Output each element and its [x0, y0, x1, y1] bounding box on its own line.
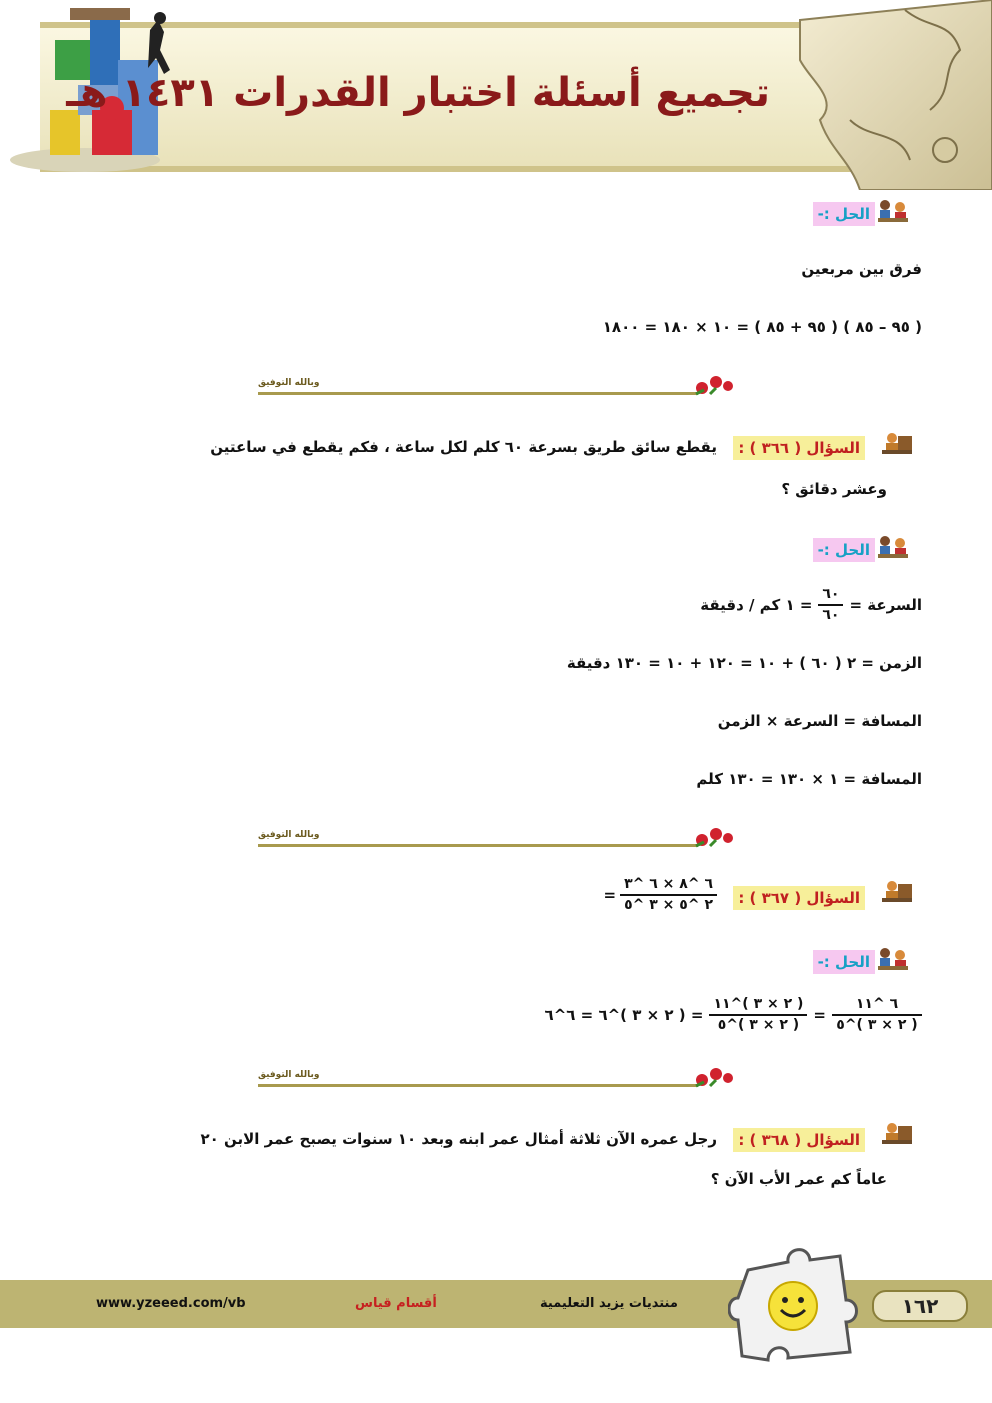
separator — [258, 1064, 738, 1094]
footer-forum-name: منتديات يزيد التعليمية — [540, 1296, 678, 1311]
fraction-denominator: ( ٢ × ٣ )^٥ — [836, 1017, 918, 1033]
equation-line: ( ٩٥ – ٨٥ ) ( ٩٥ + ٨٥ ) = ١٠ × ١٨٠ = ١٨٠٠ — [602, 318, 922, 336]
fraction — [620, 876, 717, 914]
question-368-text: رجل عمره الآن ثلاثة أمثال عمر ابنه وبعد ١٠ سنوات يصبح عمر الابن ٢٠ — [200, 1130, 717, 1148]
page-title: تجميع أسئلة اختبار القدرات ١٤٣١ هـ — [66, 70, 770, 116]
separator — [258, 824, 738, 854]
fraction-numerator: ٦ ^٨ × ٦ ^٣ — [620, 876, 717, 896]
roses-icon — [690, 824, 736, 852]
equation-rest: = ( ٢ × ٣ )^٦ = ٦^٦ — [544, 1006, 704, 1024]
separator-line — [258, 844, 698, 847]
separator-text: وبالله التوفيق — [258, 830, 320, 840]
separator-text: وبالله التوفيق — [258, 1070, 320, 1080]
page-number: ١٦٢ — [872, 1290, 968, 1322]
smiley-puzzle-icon — [728, 1240, 858, 1364]
question-368-text: عاماً كم عمر الأب الآن ؟ — [710, 1170, 887, 1188]
fraction — [832, 996, 922, 1034]
separator-line — [258, 392, 698, 395]
equals-sign: = — [603, 886, 617, 904]
solution-label: الحل :- — [813, 950, 875, 974]
footer-url[interactable]: www.yzeeed.com/vb — [96, 1296, 246, 1311]
fraction-numerator: ( ٢ × ٣ )^١١ — [709, 996, 807, 1016]
separator-line — [258, 1084, 698, 1087]
students-icon — [876, 534, 910, 560]
solution-label: الحل :- — [813, 202, 875, 226]
fraction-numerator: ٦ ^١١ — [832, 996, 922, 1016]
fraction-denominator: ٢ ^٥ × ٣ ^٥ — [624, 897, 713, 913]
text-line: فرق بين مربعين — [801, 260, 922, 278]
student-reading-icon — [880, 878, 914, 904]
fraction-denominator: ٦٠ — [822, 607, 840, 623]
speed-label: السرعة = — [849, 596, 922, 614]
students-icon — [876, 946, 910, 972]
speed-result: = ١ كم / دقيقة — [700, 596, 813, 614]
roses-icon — [690, 372, 736, 400]
question-366-text: وعشر دقائق ؟ — [781, 480, 887, 498]
speed-equation — [700, 586, 922, 624]
fraction — [709, 996, 807, 1034]
question-368-label: السؤال ( ٣٦٨ ) : — [733, 1128, 865, 1152]
question-367-label: السؤال ( ٣٦٧ ) : — [733, 886, 865, 910]
question-367-solution — [545, 996, 922, 1034]
equals-sign: = — [813, 1006, 826, 1024]
distance-formula: المسافة = السرعة × الزمن — [717, 712, 922, 730]
fraction-denominator: ( ٢ × ٣ )^٥ — [717, 1017, 800, 1033]
roses-icon — [690, 1064, 736, 1092]
separator-text: وبالله التوفيق — [258, 378, 320, 388]
footer-section-link[interactable]: أقسام قياس — [355, 1296, 437, 1311]
fraction — [818, 586, 843, 624]
fraction-numerator: ٦٠ — [818, 586, 843, 606]
separator — [258, 372, 738, 402]
question-366-label: السؤال ( ٣٦٦ ) : — [733, 436, 865, 460]
question-366-text: يقطع سائق طريق بسرعة ٦٠ كلم لكل ساعة ، فكم يقطع في ساعتين — [210, 438, 717, 456]
student-reading-icon — [880, 1120, 914, 1146]
students-icon — [876, 198, 910, 224]
question-367-expression — [604, 876, 717, 914]
distance-result: المسافة = ١ × ١٣٠ = ١٣٠ كلم — [696, 770, 922, 788]
solution-label: الحل :- — [813, 538, 875, 562]
student-reading-icon — [880, 430, 914, 456]
time-equation: الزمن = ٢ ( ٦٠ ) + ١٠ = ١٢٠ + ١٠ = ١٣٠ دقيقة — [566, 654, 922, 672]
